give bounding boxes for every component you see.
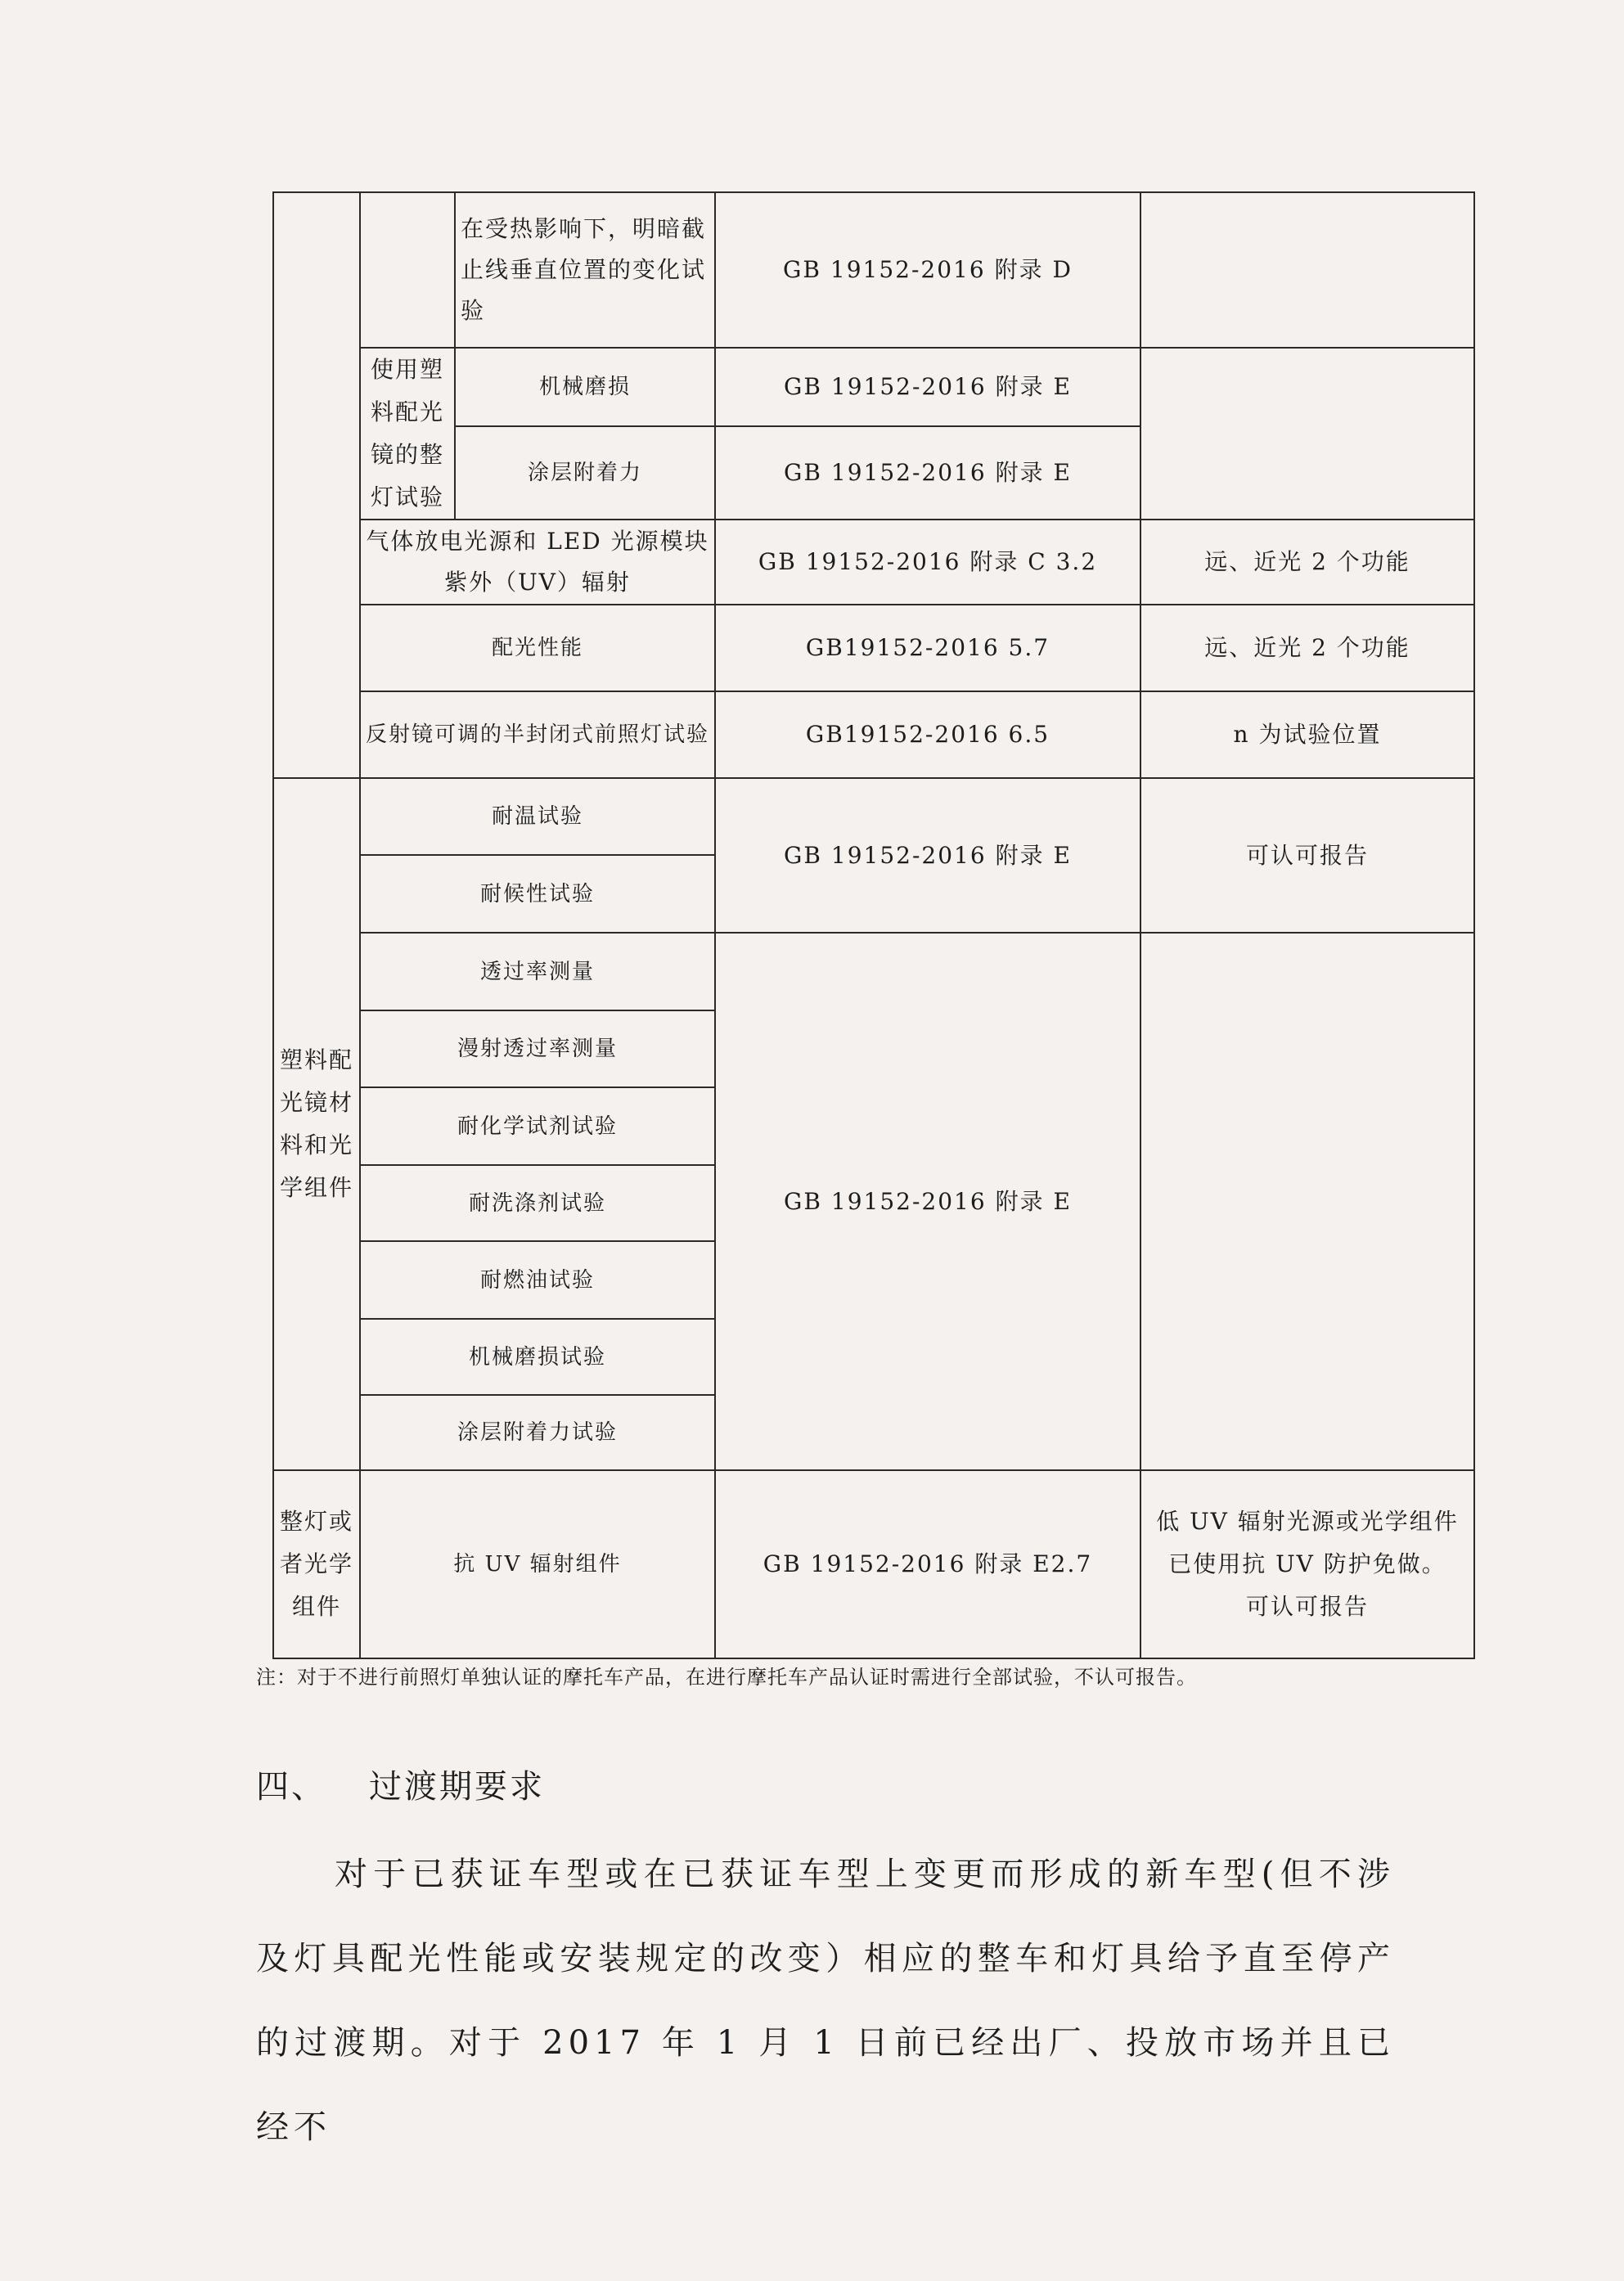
section-heading	[256, 1761, 545, 1807]
note-cell: 可认可报告	[1140, 778, 1474, 933]
test-item-cell: 气体放电光源和 LED 光源模块紫外（UV）辐射	[360, 520, 715, 605]
group-label-cell: 整灯或者光学组件	[273, 1470, 360, 1658]
test-item-cell: 透过率测量	[360, 933, 715, 1010]
test-item-cell: 机械磨损试验	[360, 1319, 715, 1395]
section-title: 过渡期要求	[369, 1768, 545, 1806]
table-row	[273, 933, 1474, 1010]
test-item-cell: 涂层附着力试验	[360, 1395, 715, 1470]
note-cell	[1140, 1470, 1474, 1658]
test-item-cell: 耐洗涤剂试验	[360, 1165, 715, 1241]
test-item-cell: 抗 UV 辐射组件	[360, 1470, 715, 1658]
note-cell-empty	[1140, 348, 1474, 520]
standard-cell: GB 19152-2016 附录 C 3.2	[715, 520, 1140, 605]
test-item-cell: 反射镜可调的半封闭式前照灯试验	[360, 691, 715, 778]
note-text: 低 UV 辐射光源或光学组件已使用抗 UV 防护免做。	[1156, 1508, 1459, 1577]
test-item-cell: 在受热影响下，明暗截止线垂直位置的变化试验	[455, 192, 715, 348]
note-cell-empty	[1140, 933, 1474, 1470]
test-item-cell: 耐候性试验	[360, 855, 715, 933]
note-cell	[1140, 192, 1474, 348]
table-cell-empty	[273, 192, 360, 778]
note-text: 可认可报告	[1245, 1593, 1369, 1620]
table-row	[273, 605, 1474, 691]
standard-cell: GB 19152-2016 附录 E	[715, 426, 1140, 520]
standard-cell: GB 19152-2016 附录 E	[715, 348, 1140, 426]
table-cell-empty	[360, 192, 455, 348]
standard-cell: GB 19152-2016 附录 E	[715, 933, 1140, 1470]
table-footnote: 注：对于不进行前照灯单独认证的摩托车产品，在进行摩托车产品认证时需进行全部试验，不认可报告。	[256, 1666, 1197, 1689]
section-number: 四、	[256, 1768, 326, 1806]
test-item-cell: 涂层附着力	[455, 426, 715, 520]
table-row	[273, 348, 1474, 426]
test-item-cell: 配光性能	[360, 605, 715, 691]
test-item-cell: 漫射透过率测量	[360, 1010, 715, 1087]
note-cell: n 为试验位置	[1140, 691, 1474, 778]
standard-cell: GB19152-2016 5.7	[715, 605, 1140, 691]
table-row	[273, 691, 1474, 778]
note-cell: 远、近光 2 个功能	[1140, 605, 1474, 691]
standard-cell: GB 19152-2016 附录 D	[715, 192, 1140, 348]
standard-cell: GB 19152-2016 附录 E2.7	[715, 1470, 1140, 1658]
table-row	[273, 1470, 1474, 1658]
test-item-cell: 耐燃油试验	[360, 1241, 715, 1319]
test-items-table	[272, 191, 1475, 1659]
test-item-cell: 机械磨损	[455, 348, 715, 426]
table-row	[273, 778, 1474, 855]
table-row	[273, 192, 1474, 348]
body-paragraph: 对于已获证车型或在已获证车型上变更而形成的新车型(但不涉及灯具配光性能或安装规定的改变）相应的整车和灯具给予直至停产的过渡期。对于 2017 年 1 月 1 日前已经出厂、投放市场并且已经不	[256, 1856, 1395, 2146]
standard-cell: GB19152-2016 6.5	[715, 691, 1140, 778]
test-item-cell: 耐化学试剂试验	[360, 1087, 715, 1165]
standard-cell: GB 19152-2016 附录 E	[715, 778, 1140, 933]
test-item-cell: 耐温试验	[360, 778, 715, 855]
group-label-cell: 使用塑料配光镜的整灯试验	[360, 348, 455, 520]
note-cell: 远、近光 2 个功能	[1140, 520, 1474, 605]
group-label-cell: 塑料配光镜材料和光学组件	[273, 778, 360, 1470]
table-row	[273, 520, 1474, 605]
